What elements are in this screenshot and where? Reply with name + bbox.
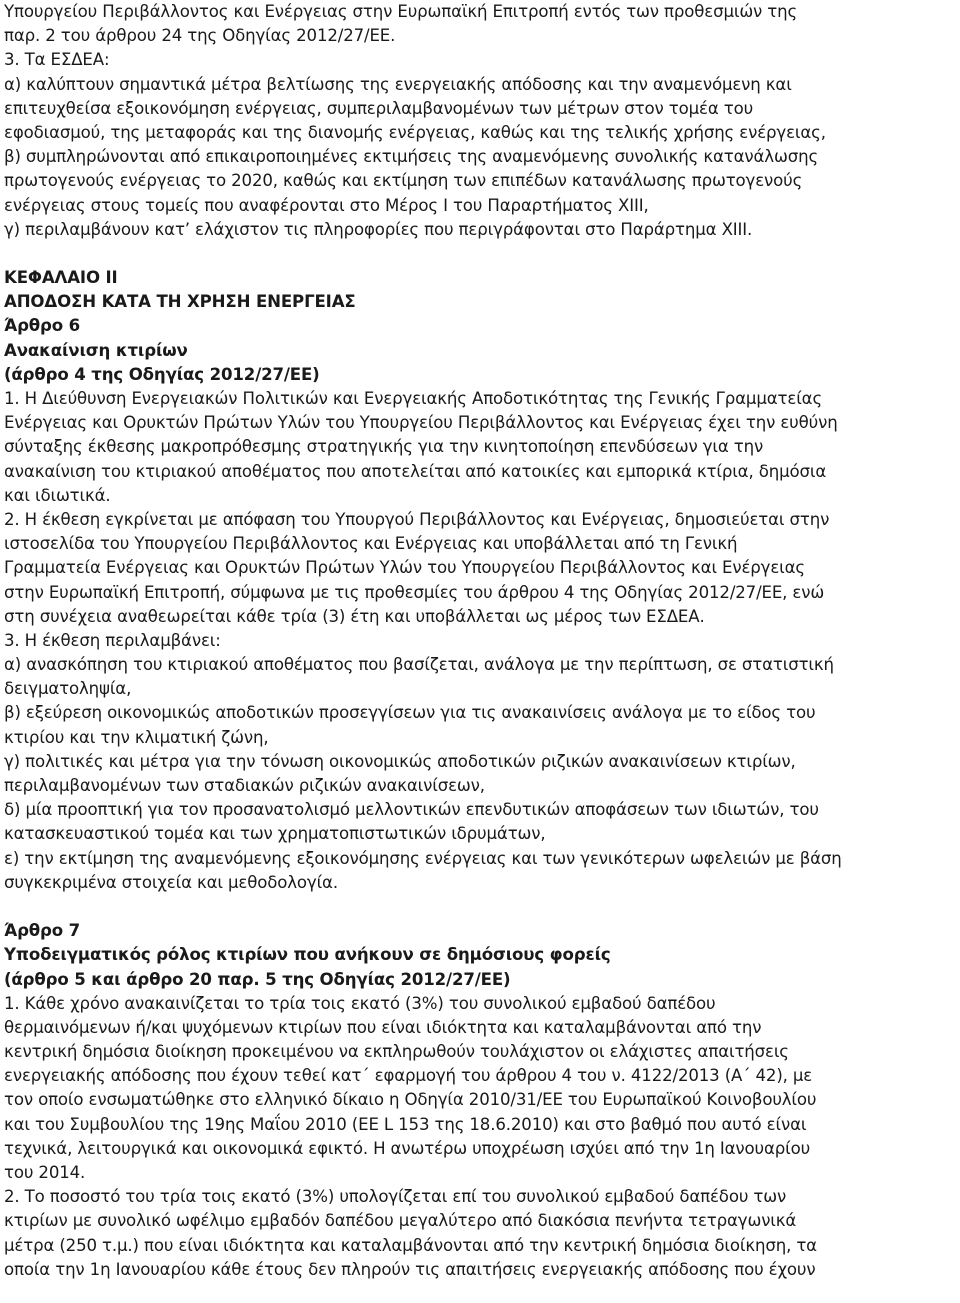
text-line: ε) την εκτίμηση της αναμενόμενης εξοικονόμησης ενέργειας και των γενικότερων ωφελειών με βάση [4, 848, 842, 868]
text-line: κεντρική δημόσια διοίκηση προκειμένου να εκπληρωθούν τουλάχιστον οι ελάχιστες απαιτήσεις [4, 1042, 789, 1062]
text-line: στη συνέχεια αναθεωρείται κάθε τρία (3) έτη και υποβάλλεται ως μέρος των ΕΣΔΕΑ. [4, 606, 705, 626]
text-line: ενέργειας στους τομείς που αναφέρονται στο Μέρος Ι του Παραρτήματος ΧΙΙΙ, [4, 195, 649, 215]
text-line: α) καλύπτουν σημαντικά μέτρα βελτίωσης της ενεργειακής απόδοσης και την αναμενόμενη και [4, 74, 792, 94]
text-line: β) εξεύρεση οικονομικώς αποδοτικών προσεγγίσεων για τις ανακαινίσεις ανάλογα με το είδος του [4, 703, 816, 723]
text-line: επιτευχθείσα εξοικονόμηση ενέργειας, συμπεριλαμβανομένων των μέτρων στον τομέα του [4, 98, 754, 118]
text-line: μέτρα (250 τ.μ.) που είναι ιδιόκτητα και καταλαμβάνονται από την κεντρική δημόσια διοίκηση, τα [4, 1235, 817, 1255]
spacer [4, 242, 960, 266]
text-line: κτιρίων με συνολικό ωφέλιμο εμβαδόν δαπέδου μεγαλύτερο από διακόσια πενήντα τετραγωνικά [4, 1211, 797, 1231]
article-reference: (άρθρο 5 και άρθρο 20 παρ. 5 της Οδηγίας 2012/27/ΕΕ) [4, 969, 511, 989]
text-line: θερμαινόμενων ή/και ψυχόμενων κτιρίων που είναι ιδιόκτητα και καταλαμβάνονται από την [4, 1017, 762, 1037]
text-line: εφοδιασμού, της μεταφοράς και της διανομής ενέργειας, καθώς και της τελικής χρήσης ενέργειας, [4, 122, 826, 142]
article-number: Άρθρο 6 [4, 316, 81, 336]
text-line: 3. Τα ΕΣΔΕΑ: [4, 50, 110, 70]
text-line: τον οποίο ενσωματώθηκε στο ελληνικό δίκαιο η Οδηγία 2010/31/ΕΕ του Ευρωπαϊκού Κοινοβουλίου [4, 1090, 817, 1110]
text-line: Υπουργείου Περιβάλλοντος και Ενέργειας στην Ευρωπαϊκή Επιτροπή εντός των προθεσμιών της [4, 2, 798, 21]
article-7-body [4, 992, 960, 1282]
paragraph-block-intro [4, 0, 960, 242]
text-line: στην Ευρωπαϊκή Επιτροπή, σύμφωνα με τις προθεσμίες του άρθρου 4 της Οδηγίας 2012/27/ΕΕ, ενώ [4, 582, 825, 602]
text-line: του 2014. [4, 1163, 86, 1182]
article-reference: (άρθρο 4 της Οδηγίας 2012/27/ΕΕ) [4, 364, 320, 384]
text-line: Γραμματεία Ενέργειας και Ορυκτών Πρώτων Υλών του Υπουργείου Περιβάλλοντος και Ενέργειας [4, 558, 806, 578]
text-line: κτιρίου και την κλιματική ζώνη, [4, 727, 269, 747]
text-line: πρωτογενούς ενέργειας το 2020, καθώς και εκτίμηση των επιπέδων κατανάλωσης πρωτογενούς [4, 171, 803, 191]
text-line: και του Συμβουλίου της 19ης Μαΐου 2010 (ΕΕ L 153 της 18.6.2010) και στο βαθμό που αυτό είναι [4, 1114, 807, 1134]
spacer [4, 895, 960, 919]
chapter-title: ΚΕΦΑΛΑΙΟ ΙΙ [4, 268, 118, 288]
text-line: ιστοσελίδα του Υπουργείου Περιβάλλοντος και Ενέργειας και υποβάλλεται από τη Γενική [4, 534, 738, 554]
text-line: δειγματοληψία, [4, 679, 132, 699]
text-line: σύνταξης έκθεσης μακροπρόθεσμης στρατηγικής για την κινητοποίηση επενδύσεων για την [4, 437, 764, 457]
text-line: παρ. 2 του άρθρου 24 της Οδηγίας 2012/27/ΕΕ. [4, 26, 396, 46]
text-line: και ιδιωτικά. [4, 485, 111, 505]
text-line: 2. Το ποσοστό του τρία τοις εκατό (3%) υπολογίζεται επί του συνολικού εμβαδού δαπέδου των [4, 1187, 787, 1207]
text-line: κατασκευαστικού τομέα και των χρηματοπιστωτικών ιδρυμάτων, [4, 824, 546, 844]
text-line: ενεργειακής απόδοσης που έχουν τεθεί κατ΄ εφαρμογή του άρθρου 4 του ν. 4122/2013 (Α΄ 42), με [4, 1066, 813, 1086]
text-line: Ενέργειας και Ορυκτών Πρώτων Υλών του Υπουργείου Περιβάλλοντος και Ενέργειας έχει την ευθύνη [4, 413, 838, 433]
text-line: γ) πολιτικές και μέτρα για την τόνωση οικονομικώς αποδοτικών ριζικών ανακαινίσεων κτιρίων, [4, 751, 796, 771]
article-7-heading [4, 919, 960, 992]
text-line: 1. Κάθε χρόνο ανακαινίζεται το τρία τοις εκατό (3%) του συνολικού εμβαδού δαπέδου [4, 993, 716, 1013]
text-line: β) συμπληρώνονται από επικαιροποιημένες εκτιμήσεις της αναμενόμενης συνολικής κατανάλωσης [4, 147, 819, 167]
text-line: οποία την 1η Ιανουαρίου κάθε έτους δεν πληρούν τις απαιτήσεις ενεργειακής απόδοσης που έχουν [4, 1259, 816, 1279]
article-title: Ανακαίνιση κτιρίων [4, 340, 188, 360]
chapter-subtitle: ΑΠΟΔΟΣΗ ΚΑΤΑ ΤΗ ΧΡΗΣΗ ΕΝΕΡΓΕΙΑΣ [4, 292, 356, 312]
text-line: α) ανασκόπηση του κτιριακού αποθέματος που βασίζεται, ανάλογα με την περίπτωση, σε στατιστική [4, 655, 834, 675]
text-line: 2. Η έκθεση εγκρίνεται με απόφαση του Υπουργού Περιβάλλοντος και Ενέργειας, δημοσιεύεται στην [4, 509, 830, 529]
text-line: ανακαίνιση του κτιριακού αποθέματος που αποτελείται από κατοικίες και εμπορικά κτίρια, δημόσια [4, 461, 827, 481]
text-line: δ) μία προοπτική για τον προσανατολισμό μελλοντικών επενδυτικών αποφάσεων των ιδιωτών, του [4, 800, 819, 820]
text-line: γ) περιλαμβάνουν κατ’ ελάχιστον τις πληροφορίες που περιγράφονται στο Παράρτημα ΧΙΙΙ. [4, 219, 753, 239]
article-6-body [4, 387, 960, 895]
chapter-heading [4, 266, 960, 387]
text-line: 1. Η Διεύθυνση Ενεργειακών Πολιτικών και Ενεργειακής Αποδοτικότητας της Γενικής Γραμματείας [4, 389, 823, 408]
text-line: 3. Η έκθεση περιλαμβάνει: [4, 630, 221, 650]
text-line: συγκεκριμένα στοιχεία και μεθοδολογία. [4, 872, 338, 892]
text-line: τεχνικά, λειτουργικά και οικονομικά εφικτό. Η ανωτέρω υποχρέωση ισχύει από την 1η Ιανουαρίου [4, 1138, 811, 1158]
article-number: Άρθρο 7 [4, 921, 81, 941]
article-title: Υποδειγματικός ρόλος κτιρίων που ανήκουν σε δημόσιους φορείς [4, 945, 611, 965]
text-line: περιλαμβανομένων των σταδιακών ριζικών ανακαινίσεων, [4, 776, 485, 795]
